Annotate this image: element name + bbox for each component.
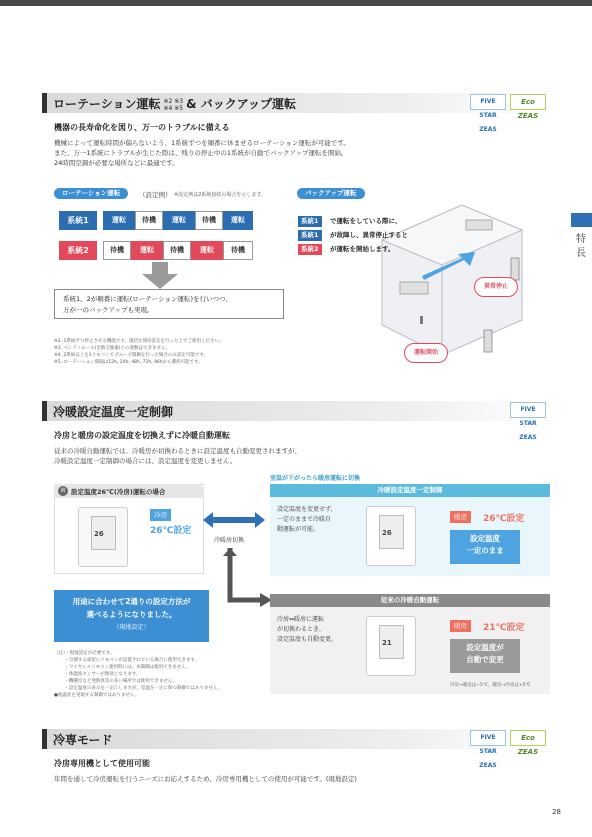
heating-temp-setting: 26℃設定 <box>483 514 525 524</box>
eco-zeas-logo: Eco ZEAS <box>510 94 546 110</box>
setting-note: ※設定例は2系統接続の場合を示します。 <box>174 192 266 198</box>
section-title: ローテーション運転 ※2 ※3 ※4 ※5 & バックアップ運転 <box>53 97 296 112</box>
constant-status-box: 設定温度 一定のまま <box>450 530 520 564</box>
schedule-cell: 待機 <box>163 241 191 260</box>
schedule-cell: 運転 <box>103 211 135 230</box>
cooling-mode-tag: 冷房 <box>150 509 171 521</box>
remote-controller <box>78 507 128 567</box>
backup-text-1: で運転をしている際に、 <box>330 217 402 225</box>
schedule-cell: 運転 <box>191 241 223 260</box>
start-operation-callout: 運転開始 <box>404 343 448 363</box>
body-text: 機械によって運転時間が偏らないよう、1系統ずつを順番に休ませるローテーション運転が可能です。 また、万一1系統にトラブルが生じた際は、残りの停止中の1系統が自動でバックアップ運転を開始。 24時間空調が必要な場所などに最適です。 <box>54 139 350 167</box>
schedule-cell: 運転 <box>131 241 163 260</box>
backup-text-2: が故障し、異常停止すると <box>330 231 408 239</box>
double-arrow-icon <box>203 510 265 530</box>
side-label: 特 長 <box>576 234 586 259</box>
top-bar <box>0 0 592 6</box>
lead-text: 冷房と暖房の設定温度を切換えずに冷暖自動運転 <box>54 431 230 440</box>
five-star-logo: FIVE STAR ZEAS <box>510 402 546 418</box>
rotation-pill: ローテーション運転 <box>54 188 128 199</box>
section-marker <box>42 729 47 749</box>
schedule-cell: 運転 <box>163 211 195 230</box>
example-badge: 例 <box>58 486 68 496</box>
abnormal-stop-callout: 異常停止 <box>474 277 518 297</box>
schedule-cell: 待機 <box>223 241 253 260</box>
section-marker <box>42 401 47 421</box>
eco-zeas-logo: Eco ZEAS <box>510 730 546 746</box>
system2-tag: 系統2 <box>298 244 322 255</box>
heating-mode-tag: 暖房 <box>450 511 471 523</box>
cooling-temp-setting: 26℃設定 <box>150 526 192 536</box>
setting-method-box: 用途に合わせて2通りの設定方法が 選べるようになりました。 （現地設定） <box>54 590 209 642</box>
schedule-cell: 運転 <box>223 211 253 230</box>
five-star-logo: FIVE STAR ZEAS <box>470 730 506 746</box>
conventional-note: 冷房→暖房は−5℃、暖房→冷房は+5℃ <box>450 683 531 688</box>
backup-pill: バックアップ運転 <box>297 188 365 199</box>
schedule-cell: 待機 <box>103 241 131 260</box>
conventional-header: 従来の冷暖自動運転 <box>270 594 550 607</box>
five-star-logo: FIVE STAR ZEAS <box>470 94 506 110</box>
screen-temperature: 21 <box>382 639 392 647</box>
lead-text: 機器の長寿命化を図り、万一のトラブルに備える <box>54 123 230 132</box>
schedule-cell: 待機 <box>135 211 163 230</box>
screen-temperature: 26 <box>382 529 392 537</box>
system1-tag: 系統1 <box>298 216 322 227</box>
constant-temp-desc: 設定温度を変更せず、 一定のままで冷暖自 動運転が可能。 <box>277 506 337 533</box>
section-title: 冷専モード <box>53 733 113 747</box>
section-marker <box>42 93 47 113</box>
rotation-summary: 系統1、2が順番に運転(ローテーション運転)を行いつつ、 万が一のバックアップも実現。 <box>54 289 284 319</box>
remote-controller <box>366 506 416 566</box>
conventional-desc: 冷房⇔暖房に運転 が切換わるとき、 設定温度も自動変更。 <box>277 616 338 643</box>
backup-text-3: が運転を開始します。 <box>330 245 395 253</box>
example-title: 設定温度26℃(冷房)運転の場合 <box>71 488 166 496</box>
room-temp-label: 室温が下がったら暖房運転に切換 <box>270 475 361 482</box>
body-text: 従来の冷暖自動運転では、冷暖房が切換わるときに設定温度も自動変更されますが、 冷暖設定温度一定制御の場合には、設定温度を変更しません。 <box>54 447 301 465</box>
superscript-notes: ※2 ※3 ※4 ※5 <box>163 97 184 112</box>
auto-change-status-box: 設定温度が 自動で変更 <box>450 639 520 673</box>
notes: （注）・現地設定が必要です。 ・空調する部屋にリモコンが設置されている場合に使用できます。 ・ワイヤレスリモコン使用時には、本制御は使用できません。 ・体温度センサーが無効となります。 ・機種室など発熱体等の多い場所では使用できません。 ・設定温度の表示を一定にしますが、室温を一定に保つ制御ではありません。 ●他温度を実現する制御ではありません。 <box>54 651 223 698</box>
constant-temp-header: 冷暖設定温度一定制御 <box>270 484 550 497</box>
page-number: 28 <box>552 808 561 816</box>
setting-example: （設定例） <box>139 191 172 199</box>
system1-label: 系統1 <box>59 211 97 230</box>
section-title: 冷暖設定温度一定制御 <box>53 405 174 419</box>
side-index-tab <box>571 213 592 227</box>
footnotes: ※2. 1系統ずつ停止させる機能です。適切な保持設定を行った上でご使用ください。 ※3. ベンティエール(全熱交換器)との連動はできません。 ※4. 2系統以上を1リモコンでグループ制御を行った場合のみ設定可能です。 ※5. ローテーション間隔は12h, 24h, 48h, 72h, 96hから選択可能です。 <box>54 339 224 365</box>
body-text: 年間を通して冷房運転を行うニーズにお応えするため、冷房専用機としての使用が可能です。(現地設定) <box>54 775 357 783</box>
system2-label: 系統2 <box>59 241 97 260</box>
switch-label: 冷暖房切換 <box>214 537 245 544</box>
bent-arrow-icon <box>222 548 272 608</box>
down-arrow-icon <box>140 262 180 290</box>
system1-tag: 系統1 <box>298 230 322 241</box>
schedule-cell: 待機 <box>195 211 223 230</box>
heating-mode-tag: 暖房 <box>450 620 471 632</box>
heating-temp-setting: 21℃設定 <box>483 623 525 633</box>
remote-controller <box>366 616 416 676</box>
lead-text: 冷房専用機として使用可能 <box>54 759 150 768</box>
screen-temperature: 26 <box>94 530 104 538</box>
